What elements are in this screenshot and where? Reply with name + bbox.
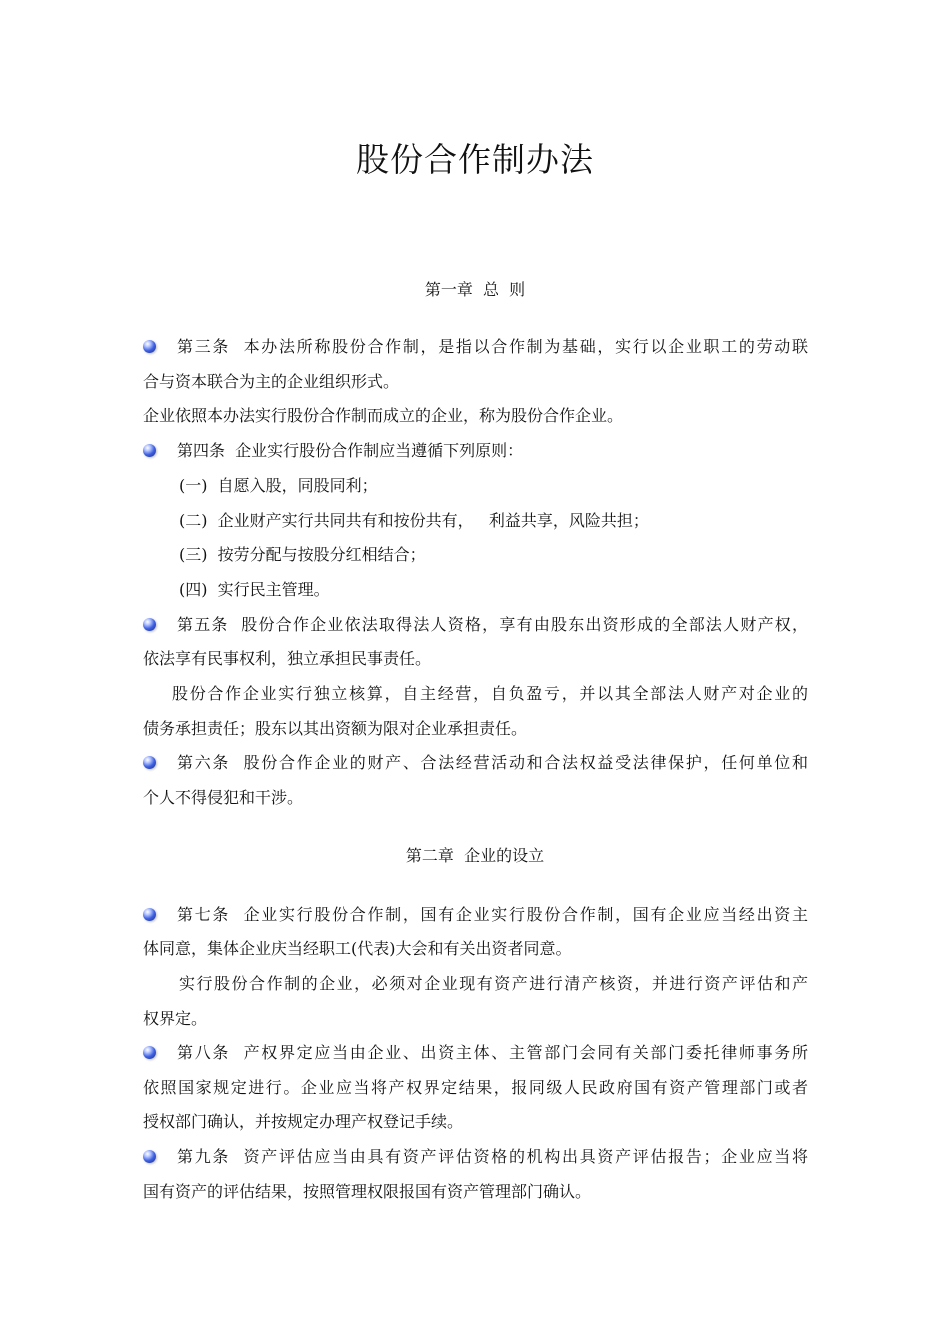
article-5-line-1: 第五条 股份合作企业依法取得法人资格，享有由股东出资形成的全部法人财产权，: [177, 615, 808, 634]
article-8-line-2: 依照国家规定进行。企业应当将产权界定结果，报同级人民政府国有资产管理部门或者: [143, 1078, 808, 1097]
article-6-line-1: 第六条 股份合作企业的财产、合法经营活动和合法权益受法律保护，任何单位和: [177, 753, 808, 772]
article-5-line-3: 股份合作企业实行独立核算，自主经营，自负盈亏，并以其全部法人财产对企业的: [172, 684, 808, 703]
article-8-line-1: 第八条 产权界定应当由企业、出资主体、主管部门会同有关部门委托律师事务所: [177, 1043, 808, 1062]
article-3-line-3: 企业依照本办法实行股份合作制而成立的企业，称为股份合作企业。: [143, 406, 624, 425]
article-4-item-1: (一) 自愿入股，同股同利；: [179, 476, 378, 495]
article-4-line-1: 第四条 企业实行股份合作制应当遵循下列原则：: [177, 441, 524, 460]
article-5-line-4: 债务承担责任；股东以其出资额为限对企业承担责任。: [143, 719, 528, 738]
chapter-heading-1: 第一章 总 则: [424, 280, 526, 299]
article-5-line-2: 依法享有民事权利，独立承担民事责任。: [143, 649, 432, 668]
article-4-item-2: (二) 企业财产实行共同共有和按份共有， 利益共享，风险共担；: [179, 511, 649, 530]
article-4-item-4: (四) 实行民主管理。: [179, 580, 330, 599]
bullet-icon: [143, 756, 156, 769]
article-7-line-4: 权界定。: [143, 1009, 208, 1028]
article-7-line-1: 第七条 企业实行股份合作制，国有企业实行股份合作制，国有企业应当经出资主: [177, 905, 808, 924]
bullet-icon: [143, 444, 156, 457]
article-4-item-3: (三) 按劳分配与按股分红相结合；: [179, 545, 426, 564]
chapter-heading-2: 第二章 企业的设立: [405, 846, 545, 865]
article-7-line-2: 体同意，集体企业庆当经职工(代表)大会和有关出资者同意。: [143, 939, 572, 958]
bullet-icon: [143, 340, 156, 353]
article-3-line-1: 第三条 本办法所称股份合作制，是指以合作制为基础，实行以企业职工的劳动联: [177, 337, 808, 356]
bullet-icon: [143, 1046, 156, 1059]
article-7-line-3: 实行股份合作制的企业，必须对企业现有资产进行清产核资，并进行资产评估和产: [179, 974, 808, 993]
bullet-icon: [143, 1150, 156, 1163]
article-3-line-2: 合与资本联合为主的企业组织形式。: [143, 372, 400, 391]
article-6-line-2: 个人不得侵犯和干涉。: [143, 788, 304, 807]
article-9-line-1: 第九条 资产评估应当由具有资产评估资格的机构出具资产评估报告；企业应当将: [177, 1147, 808, 1166]
article-8-line-3: 授权部门确认，并按规定办理产权登记手续。: [143, 1112, 464, 1131]
bullet-icon: [143, 618, 156, 631]
document-title: 股份合作制办法: [356, 140, 594, 179]
article-9-line-2: 国有资产的评估结果，按照管理权限报国有资产管理部门确认。: [143, 1182, 592, 1201]
bullet-icon: [143, 908, 156, 921]
